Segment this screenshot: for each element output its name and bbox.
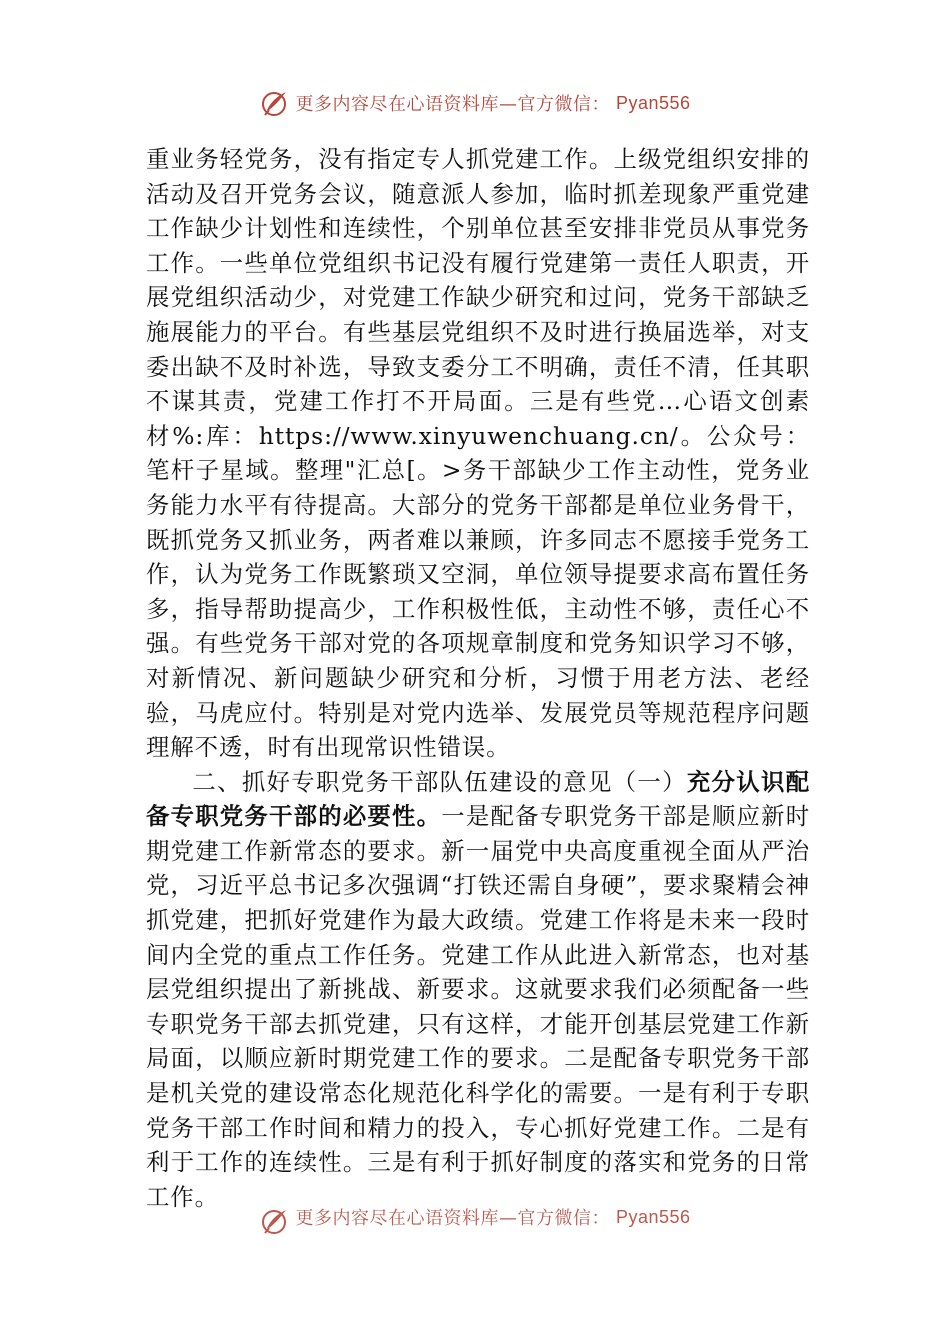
footer-banner-text: 更多内容尽在心语资料库—官方微信： <box>295 1208 610 1229</box>
feather-quill-logo-icon <box>259 88 289 118</box>
section-bold-heading: 充分认识配备专职党务干部的必要性。 <box>146 767 810 831</box>
document-body <box>146 142 810 1214</box>
feather-quill-logo-icon <box>259 1206 289 1236</box>
page-header-banner <box>0 86 950 120</box>
header-banner-text: 更多内容尽在心语资料库—官方微信： <box>295 94 610 115</box>
page-footer-banner <box>0 1206 950 1236</box>
header-wechat-id: Pyan556 <box>615 92 691 113</box>
footer-wechat-id: Pyan556 <box>615 1206 691 1227</box>
section-body-text: 一是配备专职党务干部是顺应新时期党建工作新常态的要求。新一届党中央高度重视全面从严治党，习近平总书记多次强调“打铁还需自身硬”，要求聚精会神抓党建，把抓好党建作为最大政绩。党建工作将是未来一段时间内全党的重点工作任务。党建工作从此进入新常态，也对基层党组织提出了新挑战、新要求。这就要求我们必须配备一些专职党务干部去抓党建，只有这样，才能开创基层党建工作新局面，以顺应新时期党建工作的要求。二是配备专职党务干部是机关党的建设常态化规范化科学化的需要。一是有利于专职党务干部工作时间和精力的投入，专心抓好党建工作。二是有利于工作的连续性。三是有利于抓好制度的落实和党务的日常工作。 <box>146 802 810 1211</box>
body-paragraph-1: 重业务轻党务，没有指定专人抓党建工作。上级党组织安排的活动及召开党务会议，随意派人参加，临时抓差现象严重党建工作缺少计划性和连续性，个别单位甚至安排非党员从事党务工作。一些单位党组织书记没有履行党建第一责任人职责，开展党组织活动少，对党建工作缺少研究和过问，党务干部缺乏施展能力的平台。有些基层党组织不及时进行换届选举，对支委出缺不及时补选，导致支委分工不明确，责任不清，任其职不谋其责，党建工作打不开局面。三是有些党…心语文创素材%:库：https://www.xinyuwenchuang.cn/。公众号：笔杆子星域。整理"汇总[。>务干部缺少工作主动性，党务业务能力水平有待提高。大部分的党务干部都是单位业务骨干，既抓党务又抓业务，两者难以兼顾，许多同志不愿接手党务工作，认为党务工作既繁琐又空洞，单位领导提要求高布置任务多，指导帮助提高少，工作积极性低，主动性不够，责任心不强。有些党务干部对党的各项规章制度和党务知识学习不够，对新情况、新问题缺少研究和分析，习惯于用老方法、老经验，马虎应付。特别是对党内选举、发展党员等规范程序问题理解不透，时有出现常识性错误。 <box>146 145 810 762</box>
body-paragraph-2 <box>146 765 810 1215</box>
section-heading-lead: 二、抓好专职党务干部队伍建设的意见（一） <box>192 767 687 796</box>
